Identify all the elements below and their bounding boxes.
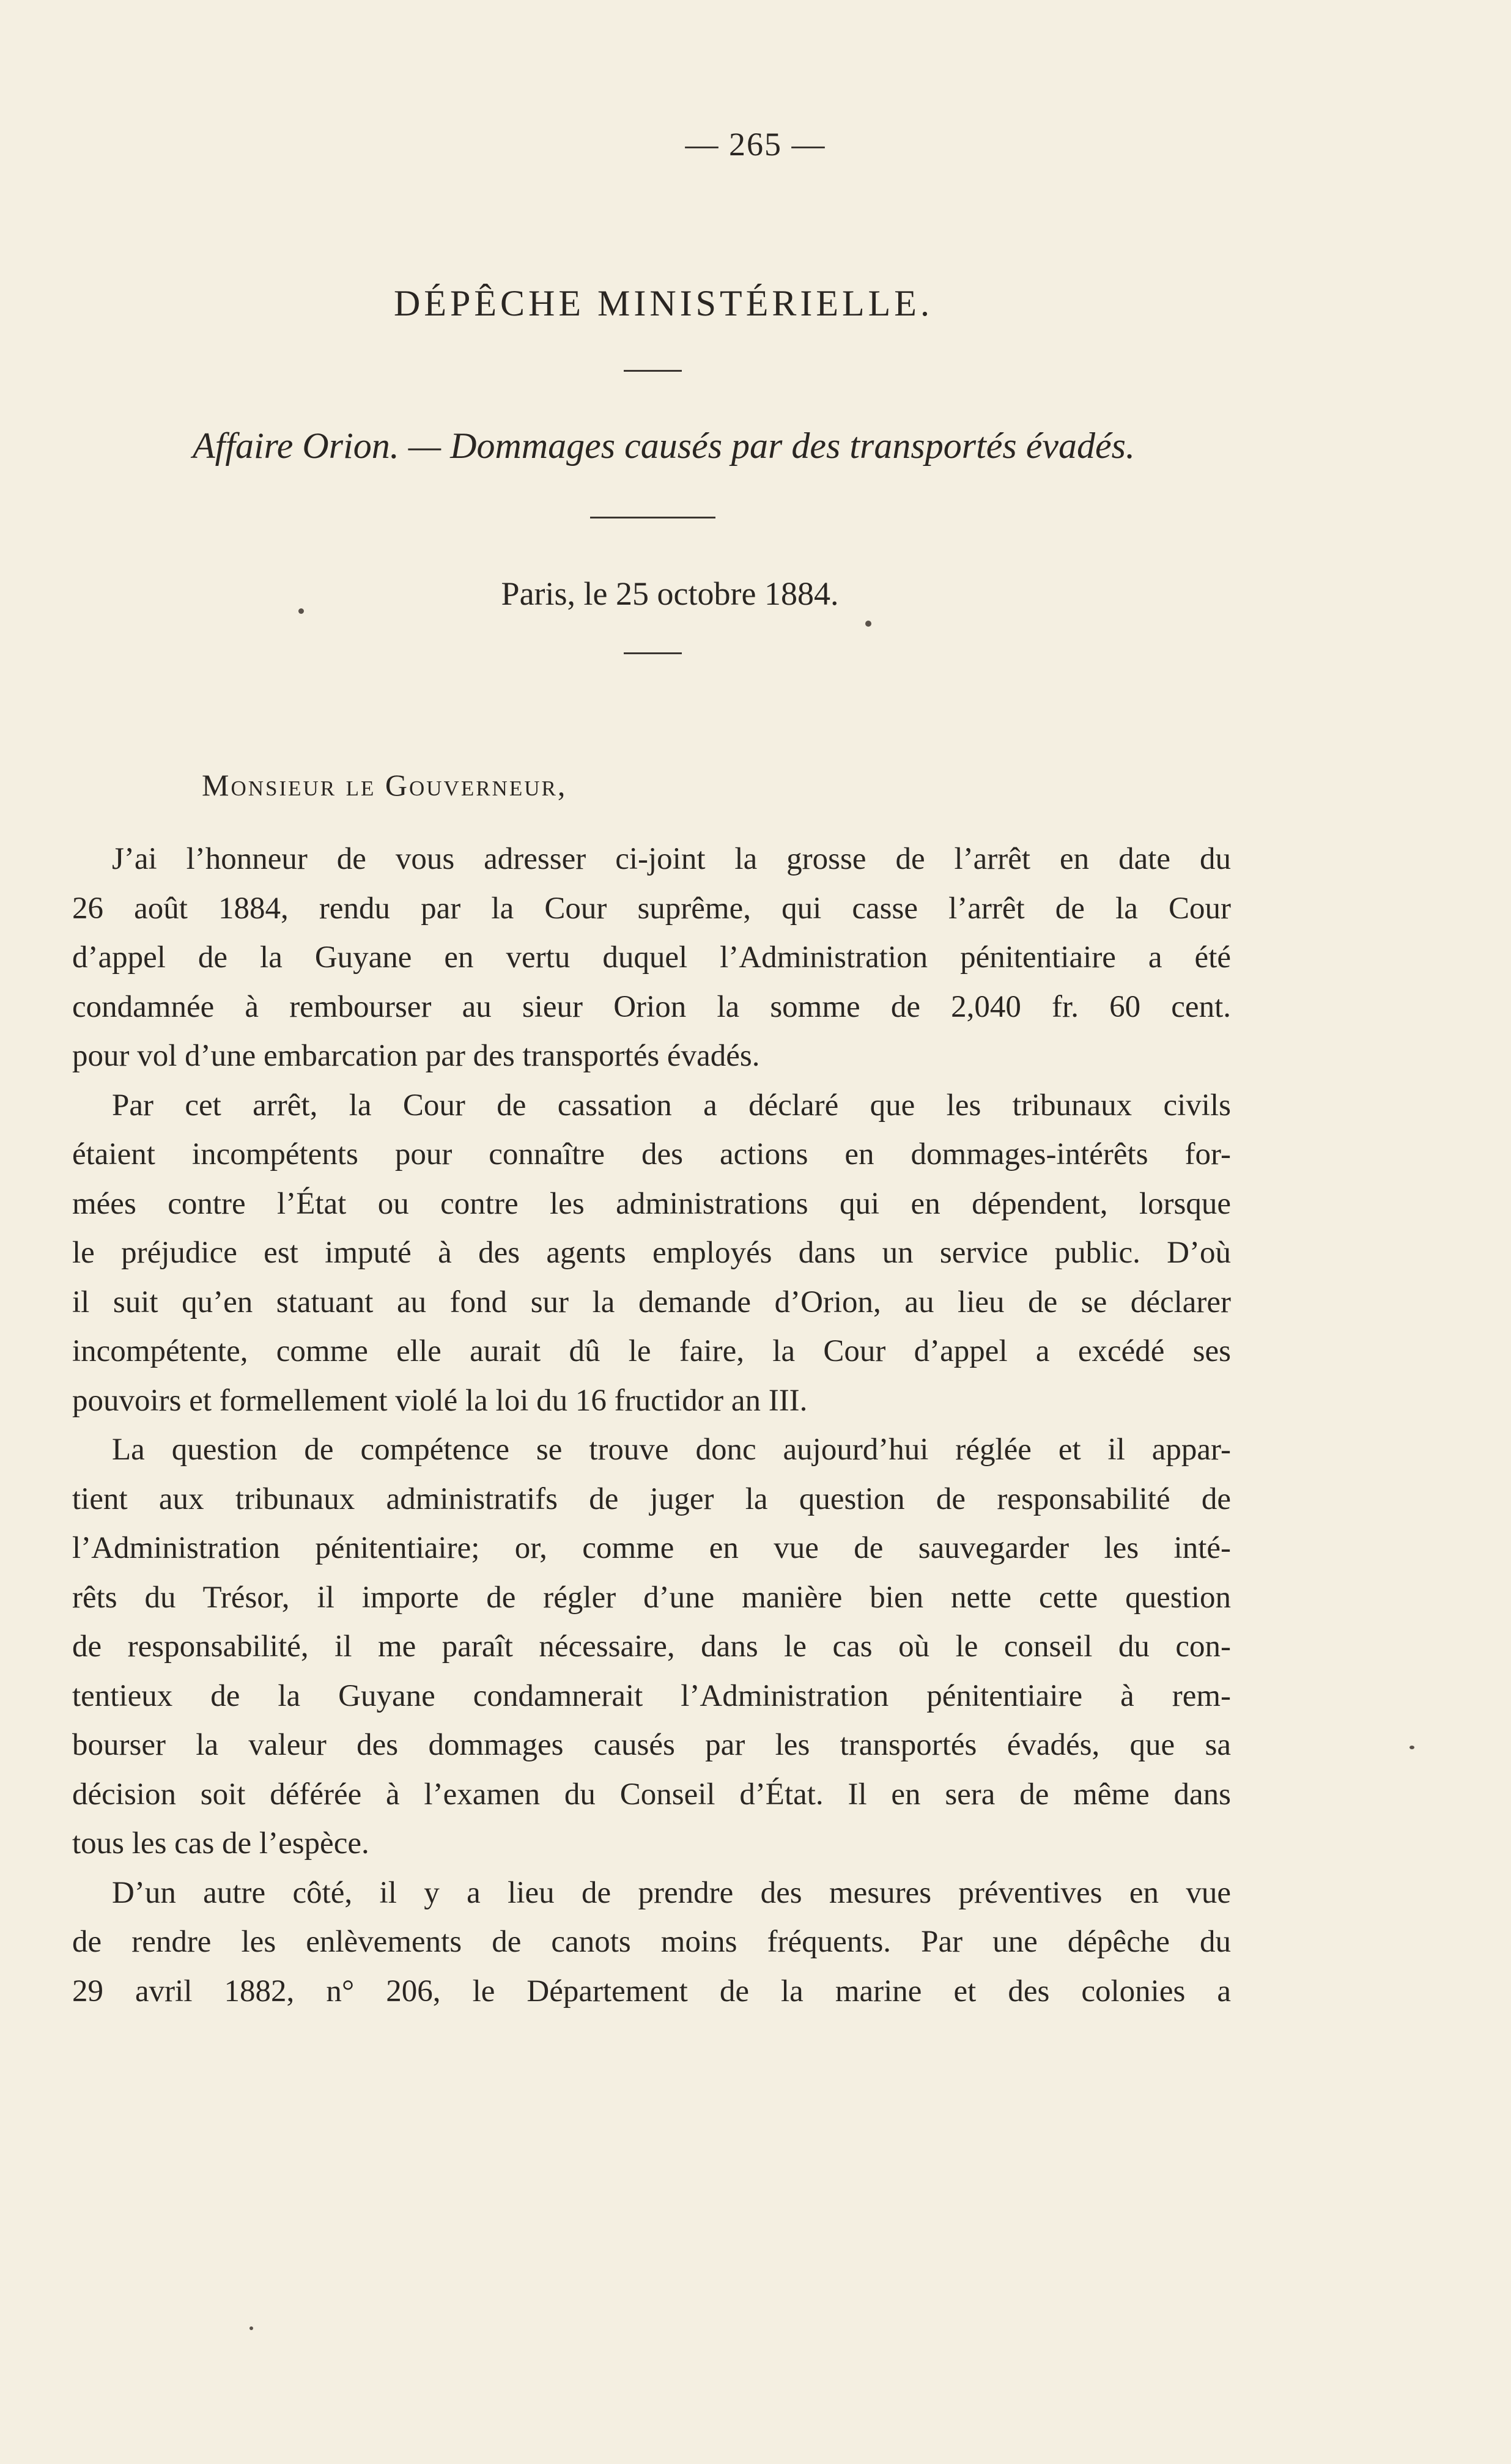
paper-speck (1409, 1746, 1414, 1749)
text-line: il suit qu’en statuant au fond sur la demande d’Orion, au lieu de se déclarer (72, 1285, 1231, 1319)
text-line: pouvoirs et formellement violé la loi du 16 fructidor an III. (72, 1383, 808, 1418)
subject-line: Affaire Orion. — Dommages causés par des transportés évadés. (193, 426, 1135, 466)
text-line: de rendre les enlèvements de canots moins fréquents. Par une dépêche du (72, 1925, 1231, 1959)
text-line: 29 avril 1882, n° 206, le Département de la marine et des colonies a (72, 1974, 1231, 2008)
text-line: pour vol d’une embarcation par des transportés évadés. (72, 1039, 760, 1073)
text-line: l’Administration pénitentiaire; or, comme en vue de sauvegarder les inté- (72, 1531, 1231, 1565)
paragraph (72, 1868, 1231, 2016)
text-line: mées contre l’État ou contre les administrations qui en dépendent, lorsque (72, 1186, 1231, 1221)
text-line: D’un autre côté, il y a lieu de prendre des mesures préventives en vue (112, 1875, 1231, 1910)
text-line: le préjudice est imputé à des agents employés dans un service public. D’où (72, 1236, 1231, 1270)
text-line: incompétente, comme elle aurait dû le faire, la Cour d’appel a excédé ses (72, 1334, 1231, 1368)
text-line: d’appel de la Guyane en vertu duquel l’Administration pénitentiaire a été (72, 940, 1231, 975)
dateline-divider (624, 652, 682, 654)
document-title: DÉPÊCHE MINISTÉRIELLE. (394, 283, 933, 323)
text-line: rêts du Trésor, il importe de régler d’une manière bien nette cette question (72, 1580, 1231, 1615)
paragraph (72, 1425, 1231, 1868)
text-line: tient aux tribunaux administratifs de juger la question de responsabilité de (72, 1481, 1231, 1516)
paragraph (72, 1081, 1231, 1426)
text-line: J’ai l’honneur de vous adresser ci-joint la grosse de l’arrêt en date du (112, 842, 1231, 876)
title-divider (624, 370, 682, 372)
text-line: Par cet arrêt, la Cour de cassation a déclaré que les tribunaux civils (112, 1088, 1231, 1123)
paragraph (72, 835, 1231, 1081)
text-line: tentieux de la Guyane condamnerait l’Administration pénitentiaire à rem- (72, 1678, 1231, 1713)
text-line: décision soit déférée à l’examen du Conseil d’État. Il en sera de même dans (72, 1777, 1231, 1812)
text-line: condamnée à rembourser au sieur Orion la somme de 2,040 fr. 60 cent. (72, 989, 1231, 1024)
text-line: La question de compétence se trouve donc aujourd’hui réglée et il appar- (112, 1433, 1231, 1467)
salutation: Monsieur le Gouverneur, (202, 768, 567, 802)
dateline: Paris, le 25 octobre 1884. (501, 575, 839, 612)
text-line: bourser la valeur des dommages causés par les transportés évadés, que sa (72, 1728, 1231, 1762)
paper-speck (249, 2326, 253, 2330)
subject-divider (590, 517, 715, 518)
paper-speck (298, 608, 304, 614)
page-number: — 265 — (685, 126, 826, 163)
text-line: étaient incompétents pour connaître des actions en dommages-intérêts for- (72, 1137, 1231, 1171)
text-line: 26 août 1884, rendu par la Cour suprême, qui casse l’arrêt de la Cour (72, 891, 1231, 926)
paper-speck (865, 621, 871, 627)
letter-body (72, 835, 1231, 2016)
text-line: tous les cas de l’espèce. (72, 1826, 369, 1861)
text-line: de responsabilité, il me paraît nécessaire, dans le cas où le conseil du con- (72, 1629, 1231, 1664)
